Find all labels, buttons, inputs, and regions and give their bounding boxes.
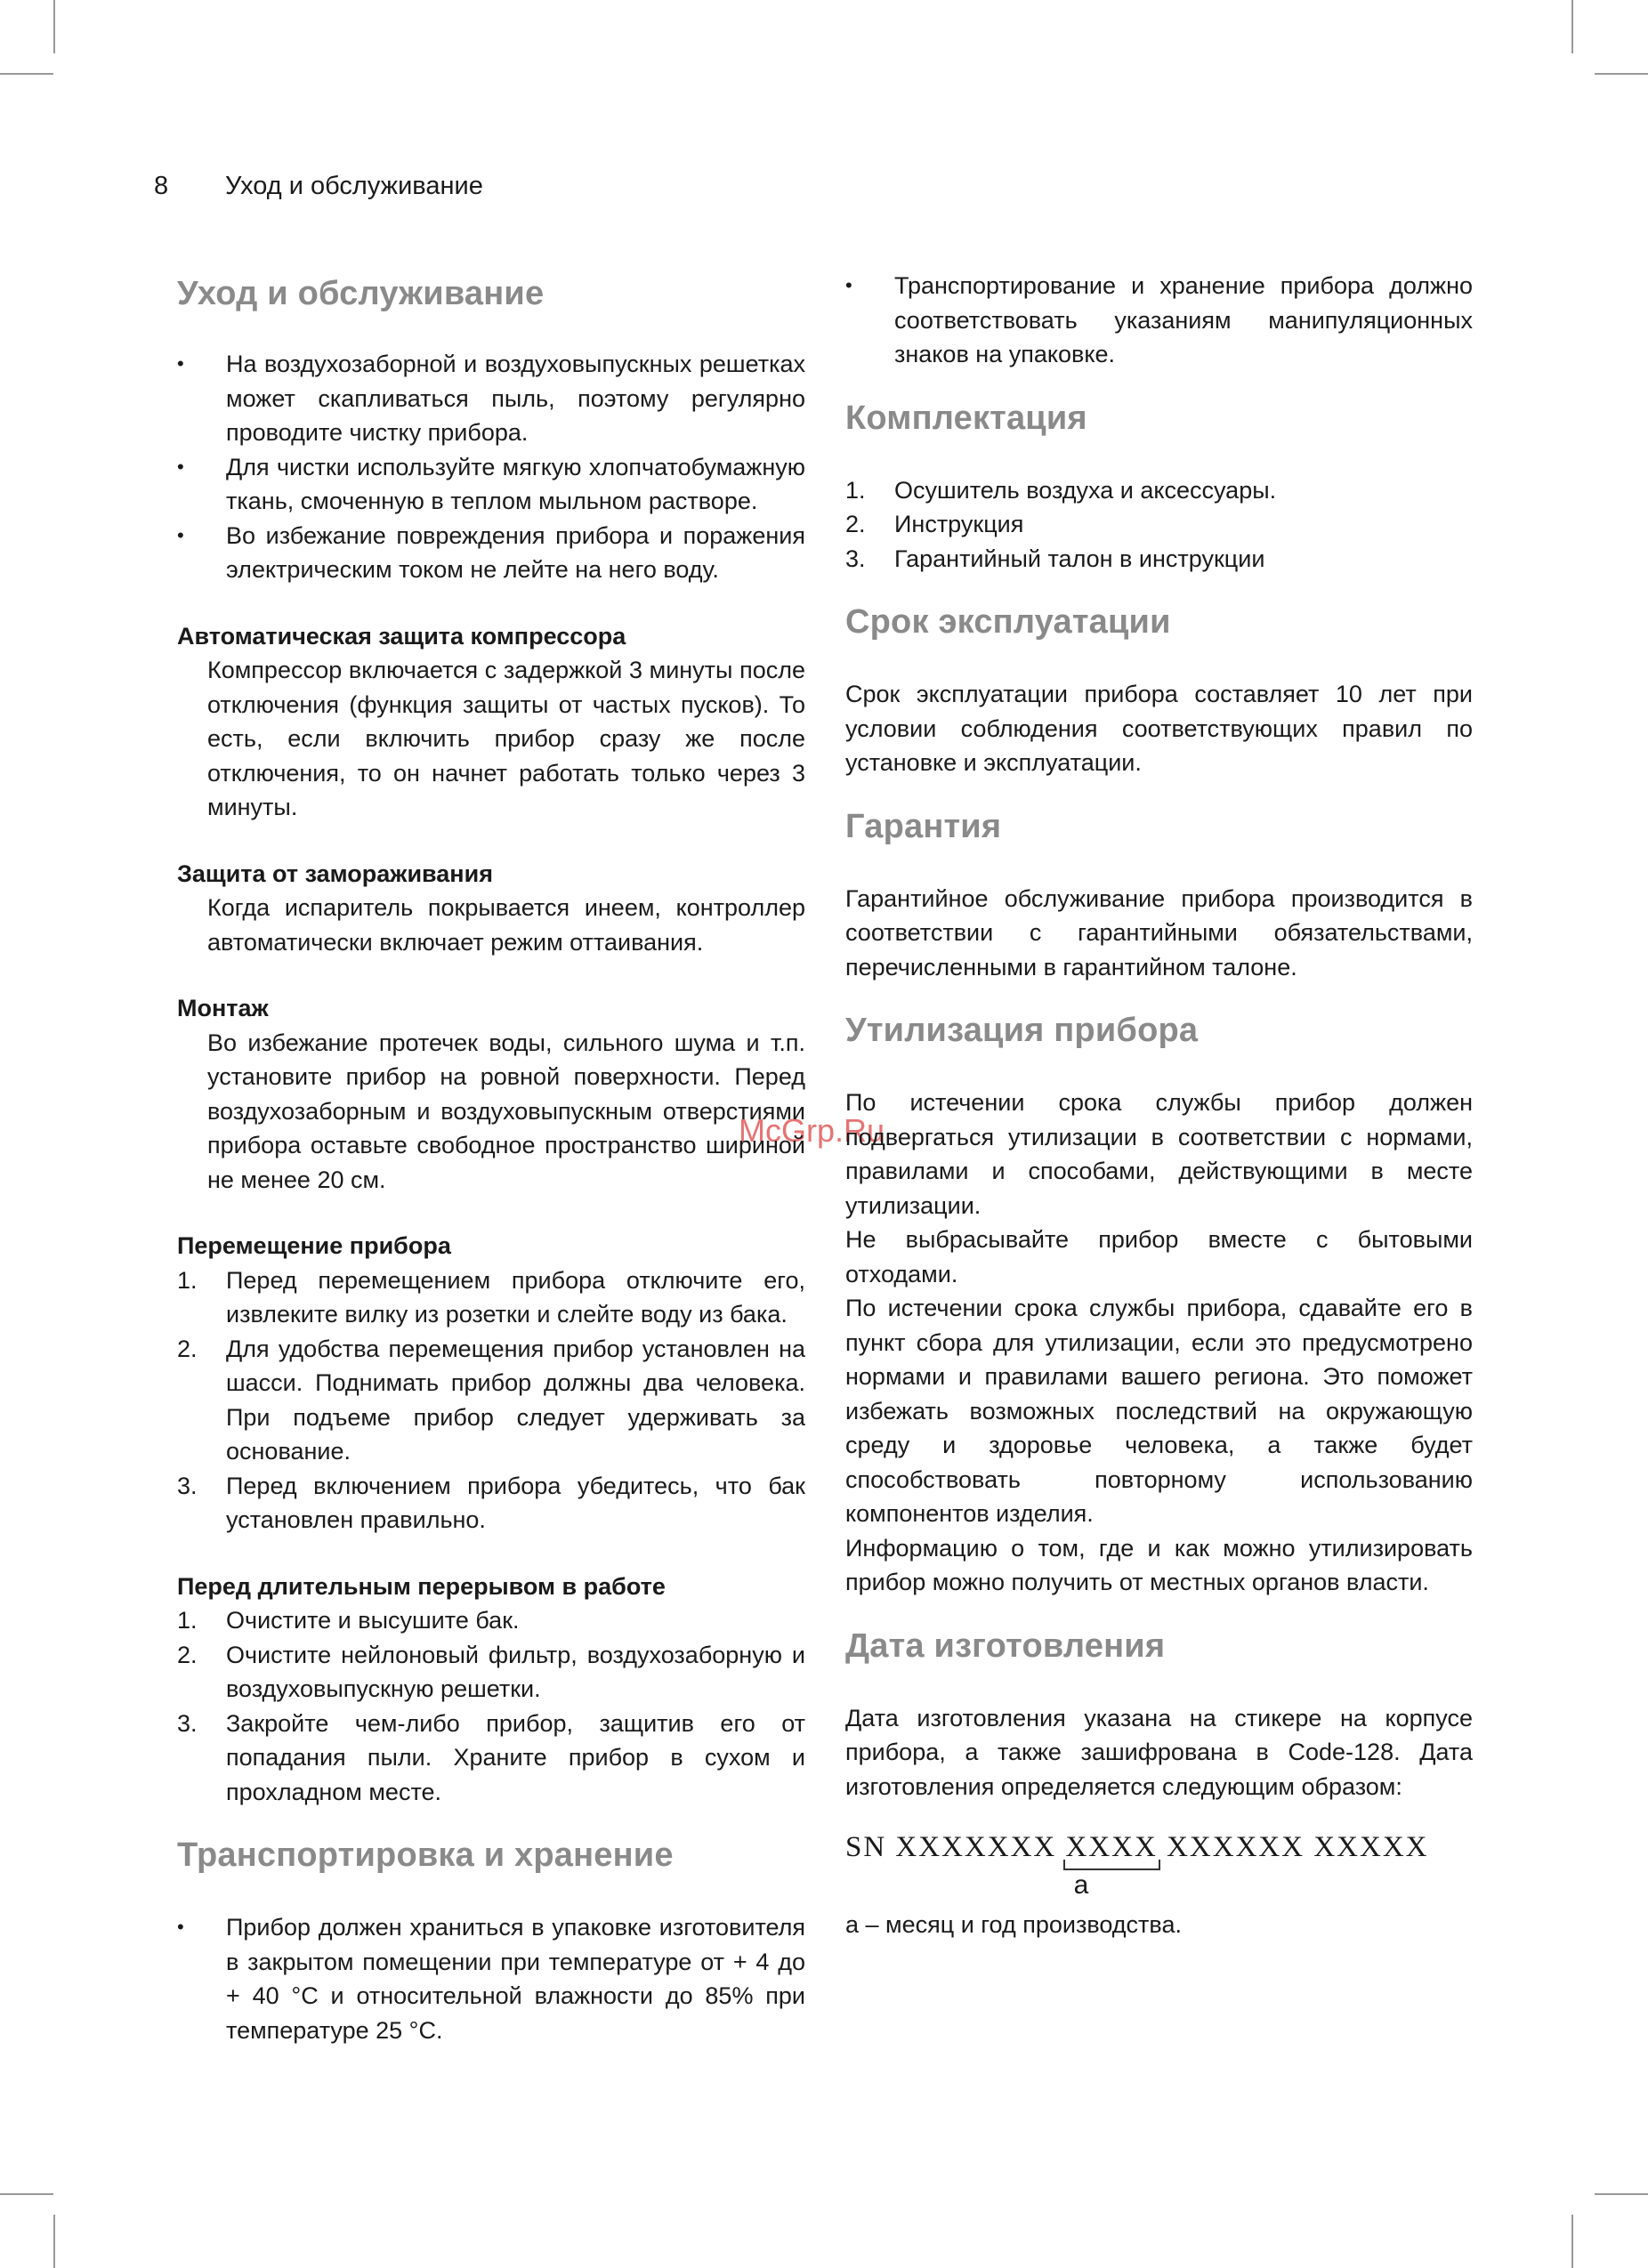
section-heading-transport: Транспортировка и хранение: [177, 1836, 674, 1874]
list-item: 3. Гарантийный талон в инструкции: [845, 545, 1265, 572]
page-header: [154, 172, 483, 201]
serial-format: [845, 1830, 1473, 1865]
warranty-text: Гарантийное обслуживание прибора производится в соответствии с гарантийными обязательствами, перечисленными в гарантийном талоне.: [845, 884, 1473, 981]
crop-mark: [0, 2193, 53, 2195]
list-item: 1. Очистите и высушите бак.: [177, 1607, 520, 1634]
crop-mark: [53, 0, 55, 53]
left-column: [177, 274, 805, 2047]
serial-suffix: XXXXXX XXXXX: [1167, 1831, 1429, 1863]
list-item: • Для чистки используйте мягкую хлопчатобумажную ткань, смоченную в теплом мыльном растворе.: [177, 450, 805, 519]
list-item: 1. Перед перемещением прибора отключите его, извлеките вилку из розетки и слейте воду из бака.: [177, 1266, 805, 1328]
pause-list: [177, 1603, 805, 1809]
subheading-freeze: Защита от замораживания: [177, 860, 493, 887]
crop-mark: [1595, 2193, 1648, 2195]
compressor-text: Компрессор включается с задержкой 3 минуты после отключения (функция защиты от частых пусков). То есть, если включить прибор сразу же после отключения, то он начнет работать только через 3 минуты.: [207, 657, 805, 820]
right-column: [845, 269, 1473, 1942]
freeze-text: Когда испаритель покрывается инеем, контроллер автоматически включает режим оттаивания.: [207, 894, 805, 956]
crop-mark: [53, 2215, 55, 2268]
list-item: 3. Перед включением прибора убедитесь, что бак установлен правильно.: [177, 1472, 805, 1533]
disposal-text-3: По истечении срока службы прибора, сдавайте его в пункт сбора для утилизации, если это предусмотрено нормами и правилами вашего региона. Это поможет избежать возможных последствий на окружающую среду и здоровье человека, а также будет способствовать повторному использованию компонентов изделия.: [845, 1295, 1473, 1527]
section-heading-care: Уход и обслуживание: [177, 275, 545, 312]
subheading-compressor: Автоматическая защита компрессора: [177, 622, 626, 650]
list-item: • На воздухозаборной и воздуховыпускных решетках может скапливаться пыль, поэтому регулярно проводите чистку прибора.: [177, 347, 805, 450]
transport-bullets: [177, 1910, 805, 2047]
disposal-text-2: Не выбрасывайте прибор вместе с бытовыми отходами.: [845, 1226, 1473, 1287]
subheading-move: Перемещение прибора: [177, 1232, 451, 1259]
life-text: Срок эксплуатации прибора составляет 10 лет при условии соблюдения соответствующих правил по установке и эксплуатации.: [845, 681, 1473, 776]
section-heading-life: Срок эксплуатации: [845, 603, 1171, 641]
watermark: McGrp.Ru: [739, 1112, 885, 1149]
section-heading-disposal: Утилизация прибора: [845, 1012, 1199, 1049]
disposal-text-4: Информацию о том, где и как можно утилизировать прибор можно получить от местных органов власти.: [845, 1534, 1473, 1595]
disposal-text-1: По истечении срока службы прибор должен подвергаться утилизации в соответствии с нормами, правилами и способами, действующими в месте утилизации.: [845, 1089, 1473, 1219]
crop-mark: [0, 73, 53, 75]
list-item: 3. Закройте чем-либо прибор, защитив его от попадания пыли. Храните прибор в сухом и прохладном месте.: [177, 1709, 805, 1805]
move-list: [177, 1263, 805, 1538]
crop-mark: [1571, 2215, 1573, 2268]
list-item: 2. Очистите нейлоновый фильтр, воздухозаборную и воздуховыпускную решетки.: [177, 1641, 805, 1702]
kit-list: [845, 473, 1473, 577]
section-heading-kit: Комплектация: [845, 399, 1087, 437]
mount-text: Во избежание протечек воды, сильного шума и т.п. установите прибор на ровной поверхности. Перед воздухозаборным и воздуховыпускным отверстиями прибора оставьте свободное пространство шириной не менее 20 см.: [207, 1029, 805, 1193]
serial-prefix: SN XXXXXXX: [845, 1831, 1057, 1863]
serial-date-field: XXXX: [1065, 1831, 1158, 1863]
crop-mark: [1595, 73, 1648, 75]
serial-marker: a: [1073, 1869, 1089, 1900]
transport-cont-bullets: [845, 269, 1473, 372]
section-heading-warranty: Гарантия: [845, 807, 1002, 845]
section-heading-date: Дата изготовления: [845, 1626, 1166, 1665]
crop-mark: [1571, 0, 1573, 53]
subheading-pause: Перед длительным перерывом в работе: [177, 1572, 666, 1600]
running-title: Уход и обслуживание: [225, 172, 483, 200]
date-text: Дата изготовления указана на стикере на корпусе прибора, а также зашифрована в Code-128. Дата изготовления определяется следующим образом:: [845, 1704, 1473, 1800]
page-number: 8: [154, 172, 169, 200]
date-note: a – месяц и год производства.: [845, 1911, 1182, 1938]
subheading-mount: Монтаж: [177, 995, 269, 1021]
list-item: 1. Осушитель воздуха и аксессуары.: [845, 476, 1277, 504]
list-item: • Во избежание повреждения прибора и поражения электрическим током не лейте на него воду.: [177, 519, 805, 587]
list-item: 2. Инструкция: [845, 511, 1024, 537]
care-bullets: [177, 347, 805, 587]
list-item: • Прибор должен храниться в упаковке изготовителя в закрытом помещении при температуре от + 4 до + 40 °С и относительной влажности до 85% при температуре 25 °С.: [177, 1910, 805, 2047]
list-item: 2. Для удобства перемещения прибор установлен на шасси. Поднимать прибор должны два человека. При подъеме прибор следует удерживать за основание.: [177, 1335, 805, 1465]
list-item: • Транспортирование и хранение прибора должно соответствовать указаниям манипуляционных знаков на упаковке.: [845, 269, 1473, 372]
